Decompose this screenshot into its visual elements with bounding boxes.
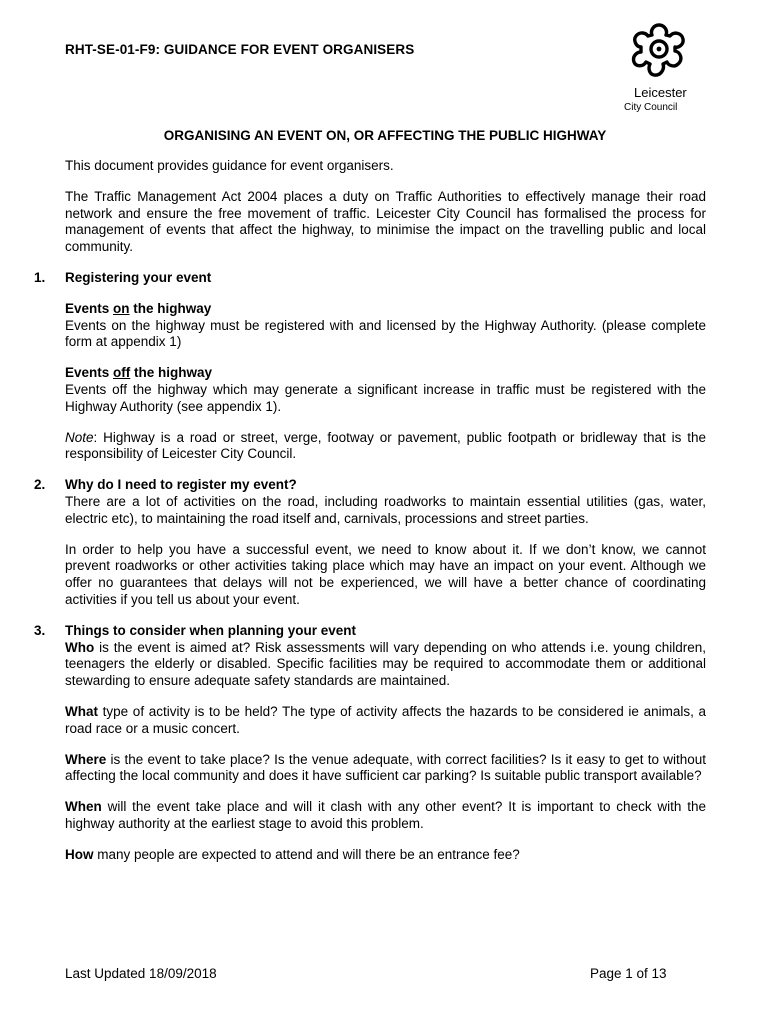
document-body [34, 158, 706, 864]
intro-paragraph-2: The Traffic Management Act 2004 places a duty on Traffic Authorities to effectively manage their road network and ensure the free movement of traffic. Leicester City Council has formalised the process for management of events that affect the highway, to minimise the impact on the travelling public and local community. [65, 188, 706, 255]
intro-paragraph-1: This document provides guidance for event organisers. [65, 158, 394, 173]
logo-text-city-council: City Council [624, 102, 678, 113]
page-title: ORGANISING AN EVENT ON, OR AFFECTING THE PUBLIC HIGHWAY [163, 128, 607, 143]
last-updated: Last Updated 18/09/2018 [65, 966, 217, 981]
document-id-header: RHT-SE-01-F9: GUIDANCE FOR EVENT ORGANISERS [65, 42, 415, 57]
logo-text-leicester: Leicester [634, 85, 687, 100]
how-paragraph: How many people are expected to attend and will there be an entrance fee? [65, 846, 520, 862]
when-paragraph: When will the event take place and will it clash with any other event? It is important to check with the highway authority at the earliest stage to avoid this problem. [65, 799, 706, 831]
section-number: 3. [34, 622, 46, 638]
section-heading: Why do I need to register my event? [65, 477, 297, 493]
section-paragraph: There are a lot of activities on the road, including roadworks to maintain essential utilities (gas, water, electric etc), to maintaining the road itself and, carnivals, processions and street parties. [65, 493, 706, 526]
page-number: Page 1 of 13 [590, 966, 667, 981]
section-3 [34, 622, 706, 864]
section-heading: Registering your event [65, 269, 212, 285]
section-1 [34, 269, 706, 463]
events-off-highway-heading: Events off the highway [65, 365, 213, 381]
events-on-highway-heading: Events on the highway [65, 300, 212, 316]
section-number: 2. [34, 477, 46, 493]
section-2 [34, 477, 706, 609]
section-heading: Things to consider when planning your event [65, 622, 357, 638]
what-paragraph: What type of activity is to be held? The type of activity affects the hazards to be considered ie animals, a road race or a music concert. [65, 703, 706, 736]
section-number: 1. [34, 269, 46, 285]
where-paragraph: Where is the event to take place? Is the venue adequate, with correct facilities? Is it easy to get to without affecting the local community and does it have sufficient car parking? Is suitable public transport available? [65, 751, 706, 784]
events-on-highway-text: Events on the highway must be registered with and licensed by the Highway Authority. (please complete form at appendix 1) [65, 317, 706, 350]
events-off-highway-text: Events off the highway which may generate a significant increase in traffic must be registered with the Highway Authority (see appendix 1). [65, 381, 706, 414]
highway-note: Note: Highway is a road or street, verge, footway or pavement, public footpath or bridleway that is the responsibility of Leicester City Council. [65, 429, 706, 462]
section-paragraph: In order to help you have a successful event, we need to know about it. If we don’t know, we cannot prevent roadworks or other activities taking place which may have an impact on your event. Although we offer no guarantees that delays will not be experienced, we will have a better chance of coordinating activities if you tell us about your event. [65, 541, 706, 607]
who-paragraph: Who is the event is aimed at? Risk assessments will vary depending on who attends i.e. young children, teenagers the elderly or disabled. Specific facilities may be required to accommodate them or additional stewarding to ensure adequate safety standards are maintained. [65, 639, 706, 689]
council-logo [624, 22, 710, 116]
tudor-rose-icon [630, 22, 688, 80]
